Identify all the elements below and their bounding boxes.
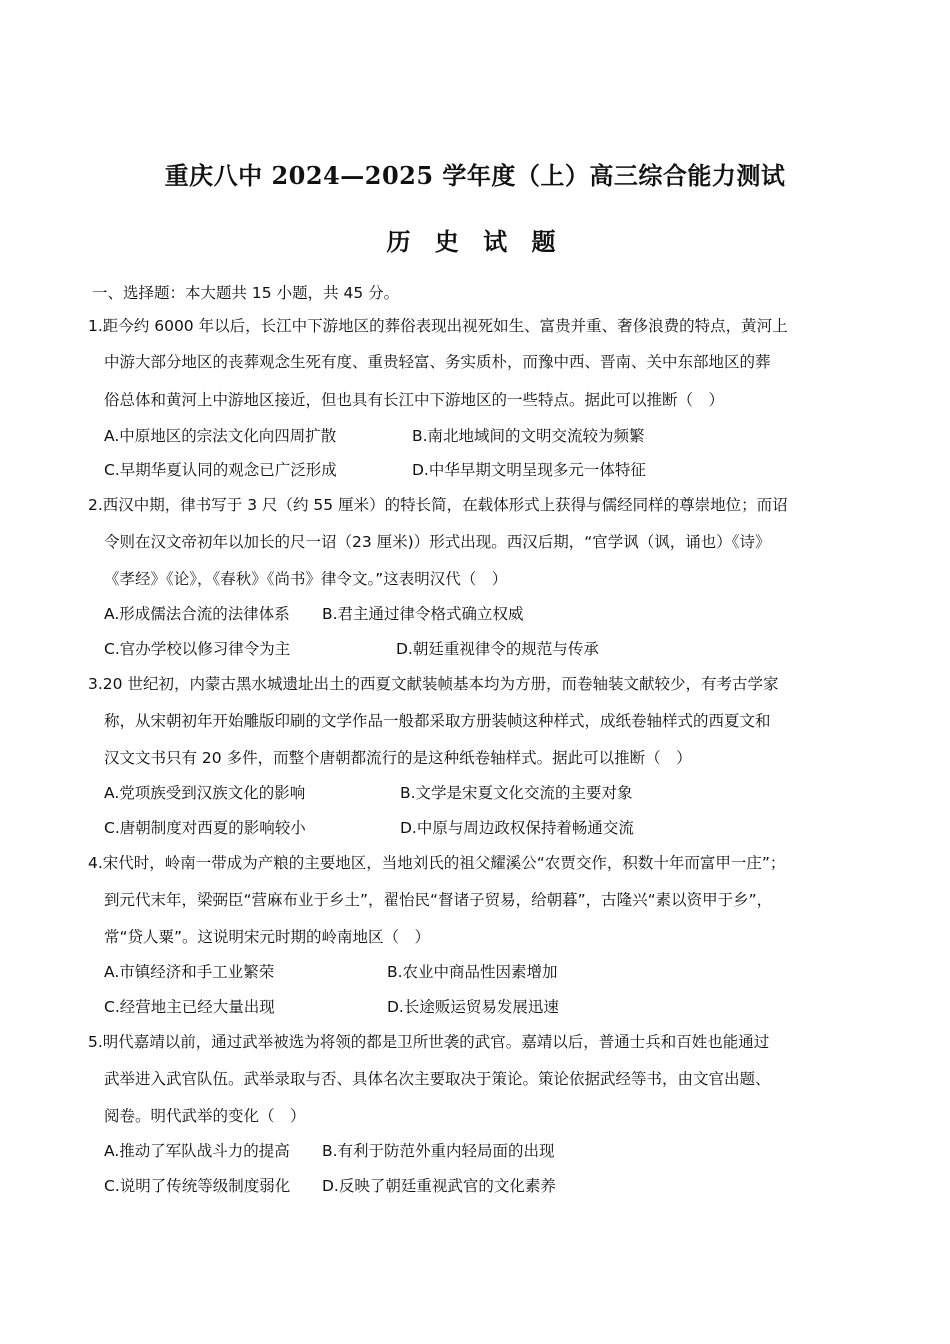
question-3-options-row-1 [104, 783, 633, 803]
exam-subtitle: 历 史 试 题 [386, 227, 564, 256]
question-5-option-c: C.说明了传统等级制度弱化 [104, 1177, 291, 1195]
question-4-option-c: C.经营地主已经大量出现 [104, 998, 275, 1016]
question-3-option-b: B.文学是宋夏文化交流的主要对象 [400, 784, 633, 802]
question-1-line-2: 中游大部分地区的丧葬观念生死有度、重贵轻富、务实质朴，而豫中西、晋南、关中东部地区的葬 [104, 353, 771, 371]
question-5-line-2: 武举进入武官队伍。武举录取与否、具体名次主要取决于策论。策论依据武经等书，由文官出题、 [104, 1070, 771, 1088]
question-5-option-a: A.推动了军队战斗力的提高 [104, 1142, 290, 1160]
question-3-line-1: 3.20 世纪初，内蒙古黑水城遗址出土的西夏文献装帧基本均为方册，而卷轴装文献较少，有考古学家 [88, 675, 779, 693]
question-5-line-1: 5.明代嘉靖以前，通过武举被选为将领的都是卫所世袭的武官。嘉靖以后，普通士兵和百姓也能通过 [88, 1033, 770, 1051]
question-1-option-a: A.中原地区的宗法文化向四周扩散 [104, 427, 337, 445]
question-5-options-row-1 [104, 1141, 555, 1161]
question-3-option-d: D.中原与周边政权保持着畅通交流 [400, 819, 634, 837]
question-4-option-b: B.农业中商品性因素增加 [387, 963, 558, 981]
question-2-line-1: 2.西汉中期，律书写于 3 尺（约 55 厘米）的特长简，在载体形式上获得与儒经同样的尊崇地位；而诏 [88, 496, 788, 514]
question-2-options-row-1 [104, 604, 524, 624]
question-2-option-c: C.官办学校以修习律令为主 [104, 640, 291, 658]
question-1-option-d: D.中华早期文明呈现多元一体特征 [412, 461, 646, 479]
question-4-option-a: A.市镇经济和手工业繁荣 [104, 963, 275, 981]
question-2-option-d: D.朝廷重视律令的规范与传承 [396, 640, 599, 658]
question-1-options-row-2 [104, 460, 646, 480]
question-2-options-row-2 [104, 639, 599, 659]
question-4-line-3: 常“贷人粟”。这说明宋元时期的岭南地区（ ） [104, 928, 431, 946]
question-2-option-a: A.形成儒法合流的法律体系 [104, 605, 290, 623]
question-1-options-row-1 [104, 426, 645, 446]
question-1-line-1: 1.距今约 6000 年以后，长江中下游地区的葬俗表现出视死如生、富贵并重、奢侈浪费的特点，黄河上 [88, 317, 788, 335]
exam-title: 重庆八中 2024—2025 学年度（上）高三综合能力测试 [164, 161, 786, 190]
question-3-line-3: 汉文文书只有 20 多件，而整个唐朝都流行的是这种纸卷轴样式。据此可以推断（ ） [104, 749, 692, 767]
question-3-line-2: 称，从宋朝初年开始雕版印刷的文学作品一般都采取方册装帧这种样式，成纸卷轴样式的西夏文和 [104, 712, 771, 730]
question-4-option-d: D.长途贩运贸易发展迅速 [387, 998, 559, 1016]
question-3-option-a: A.党项族受到汉族文化的影响 [104, 784, 306, 802]
question-2-line-3: 《孝经》《论》，《春秋》《尚书》律令文。”这表明汉代（ ） [104, 570, 508, 588]
question-2-option-b: B.君主通过律令格式确立权威 [322, 605, 524, 623]
question-3-option-c: C.唐朝制度对西夏的影响较小 [104, 819, 306, 837]
question-5-line-3: 阅卷。明代武举的变化（ ） [104, 1107, 306, 1125]
question-4-line-2: 到元代末年，梁弼臣“营麻布业于乡土”，翟怡民“督诸子贸易，给朝暮”，古隆兴“素以资甲于乡”， [104, 891, 773, 909]
question-4-line-1: 4.宋代时，岭南一带成为产粮的主要地区，当地刘氏的祖父耀溪公“农贾交作，积数十年而富甲一庄”； [88, 854, 786, 872]
question-2-line-2: 令则在汉文帝初年以加长的尺一诏（23 厘米)）形式出现。西汉后期，“官学讽（讽，诵也）《诗》 [104, 533, 771, 551]
question-3-options-row-2 [104, 818, 634, 838]
question-4-options-row-1 [104, 962, 558, 982]
section-heading: 一、选择题：本大题共 15 小题，共 45 分。 [92, 284, 400, 302]
question-1-option-b: B.南北地域间的文明交流较为频繁 [412, 427, 645, 445]
question-5-option-d: D.反映了朝廷重视武官的文化素养 [322, 1177, 556, 1195]
question-4-options-row-2 [104, 997, 559, 1017]
question-1-option-c: C.早期华夏认同的观念已广泛形成 [104, 461, 337, 479]
question-5-option-b: B.有利于防范外重内轻局面的出现 [322, 1142, 555, 1160]
question-1-line-3: 俗总体和黄河上中游地区接近，但也具有长江中下游地区的一些特点。据此可以推断（ ） [104, 391, 725, 409]
question-5-options-row-2 [104, 1176, 556, 1196]
